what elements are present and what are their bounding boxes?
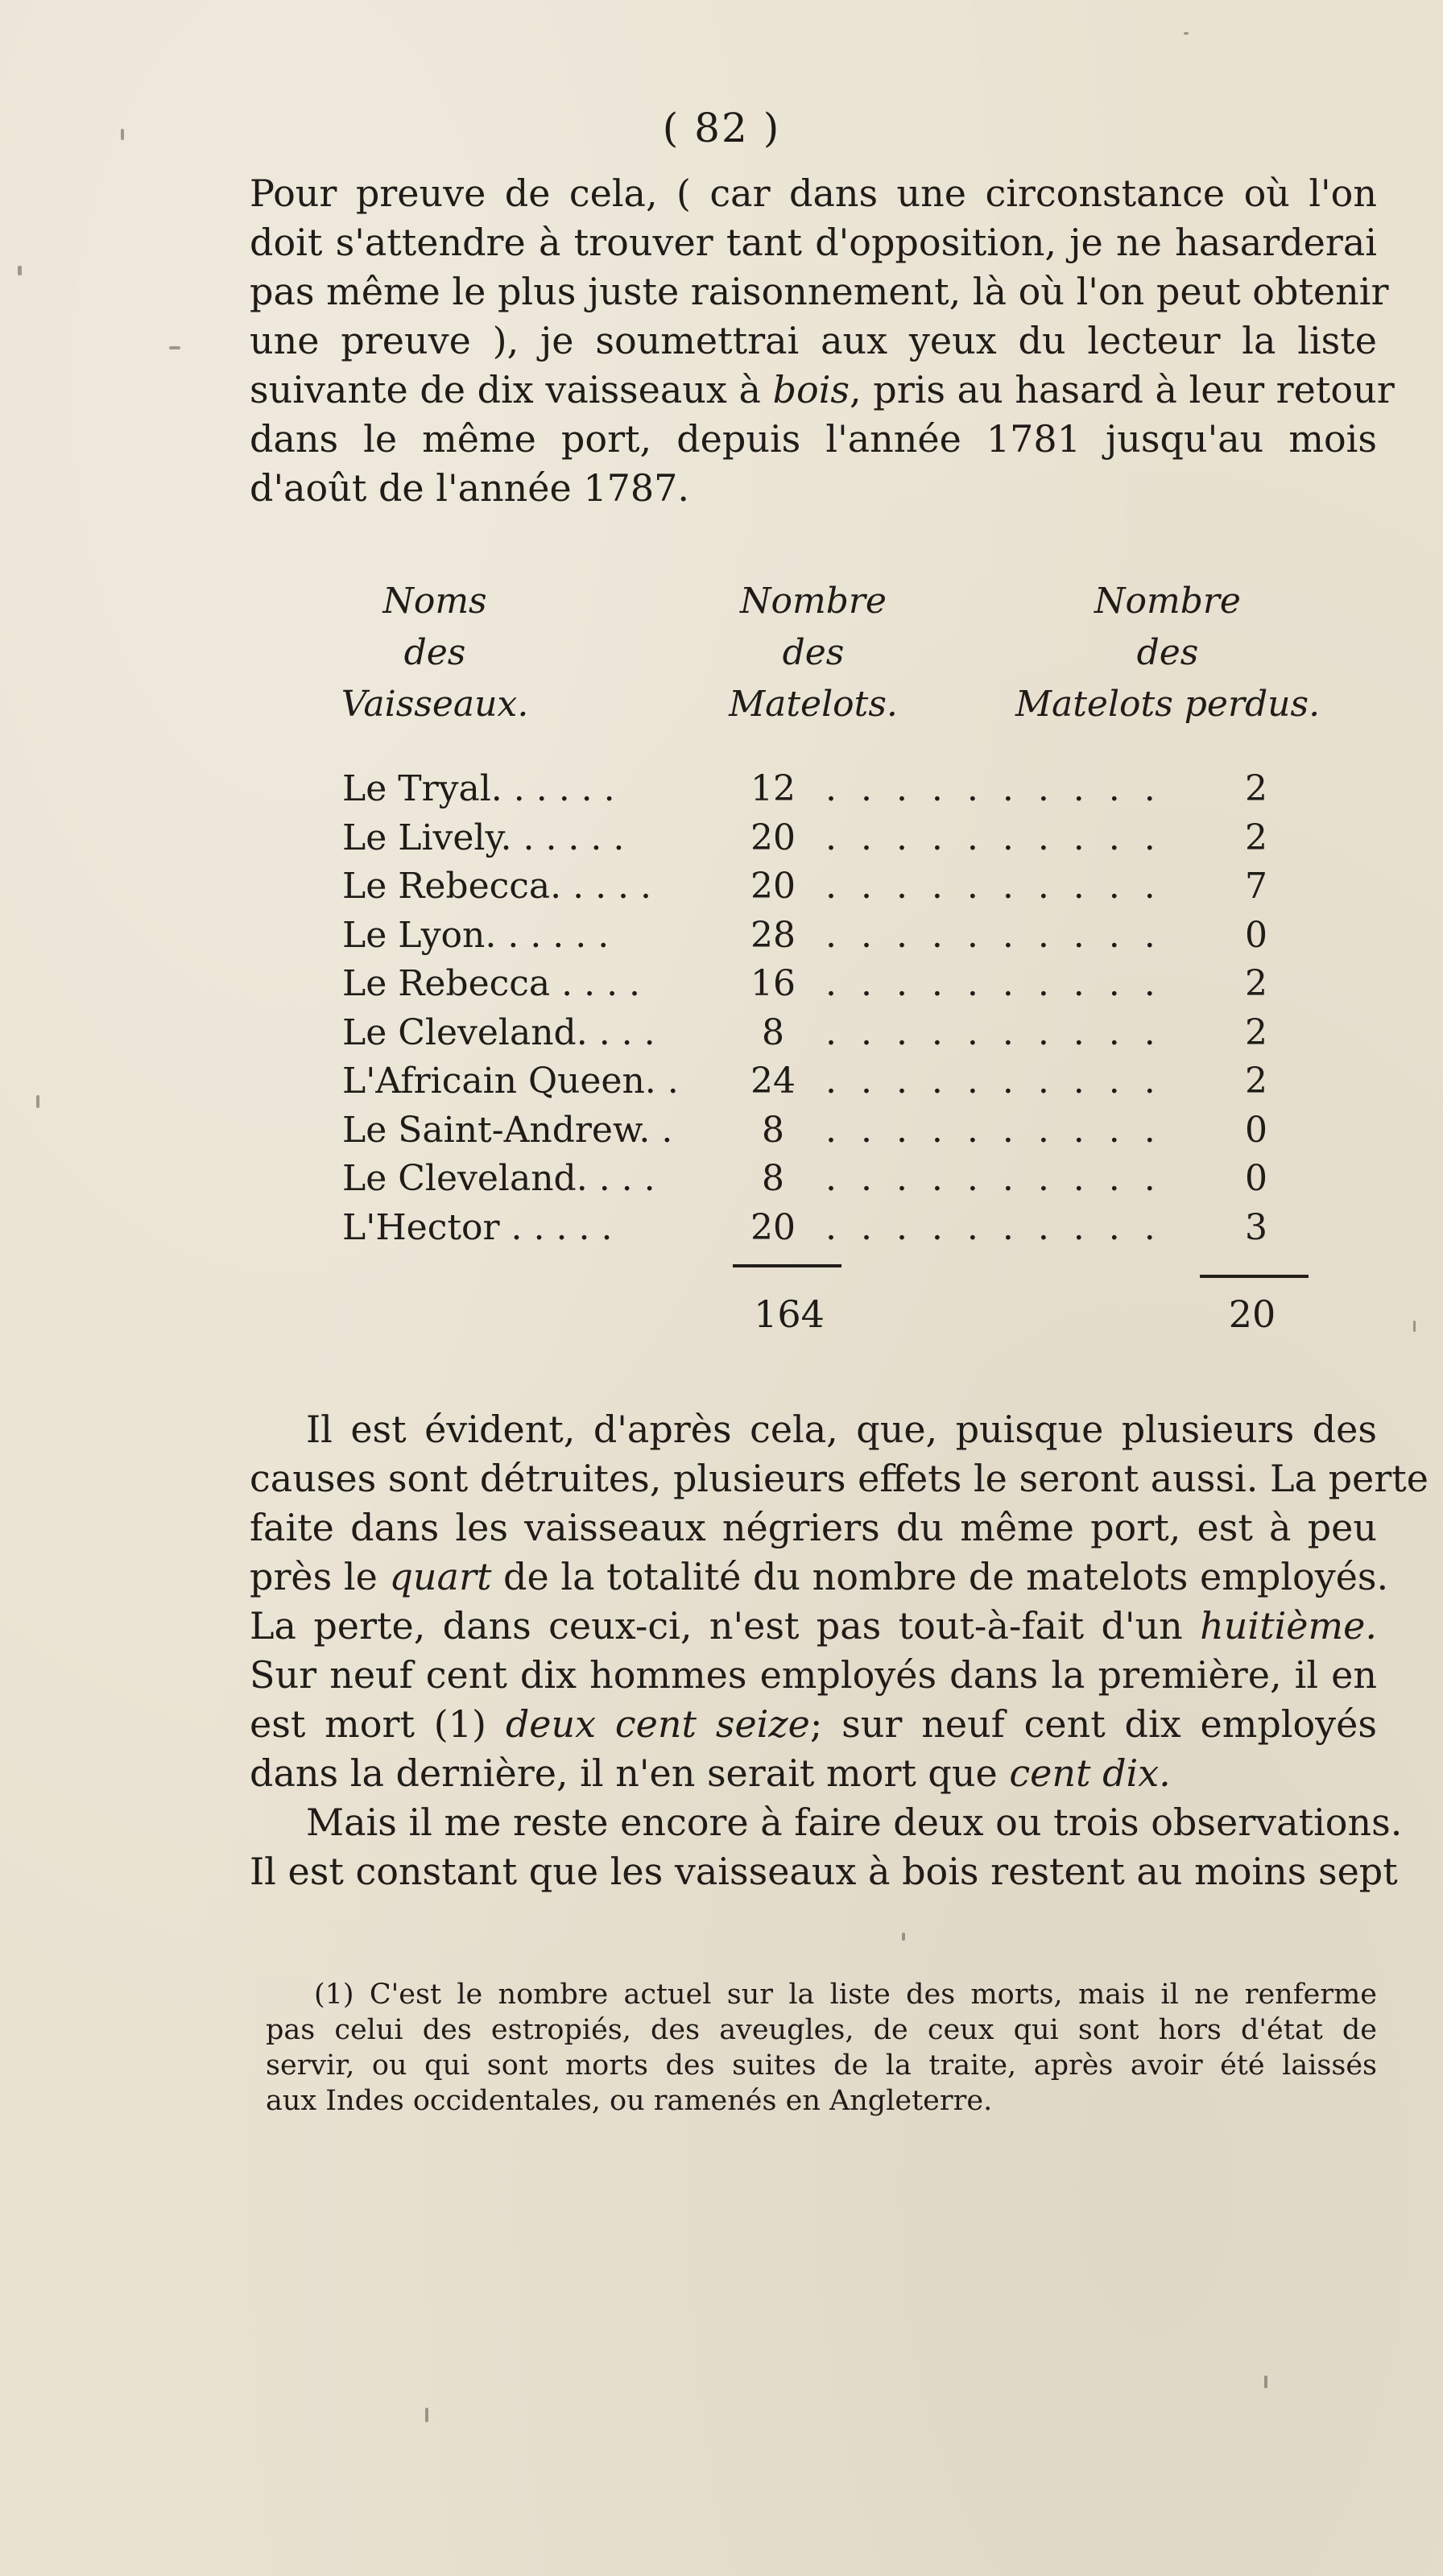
sailors-lost: 0	[1245, 914, 1267, 956]
leader-dots: . . . . . . . . . .	[825, 768, 1162, 809]
ship-name: Le Rebecca . . . .	[342, 963, 641, 1004]
paper-speck	[169, 346, 180, 349]
text-line	[250, 1798, 1403, 1847]
italic-word: bois	[772, 368, 850, 411]
text-segment: Il est évident, d'après cela, que, puisque plusieurs des	[306, 1408, 1377, 1451]
sailor-count: 20	[750, 1206, 796, 1248]
text-segment: La perte, dans ceux-ci, n'est pas tout-à-fait d'un	[250, 1604, 1201, 1648]
text-line	[250, 1553, 1389, 1602]
sailors-lost: 2	[1245, 963, 1267, 1004]
total-sailors: 164	[754, 1292, 825, 1336]
table-row	[342, 862, 1284, 912]
sailor-count: 12	[750, 768, 796, 809]
table-row	[342, 814, 1284, 863]
italic-word: quart	[389, 1555, 492, 1598]
paper-speck	[121, 129, 124, 140]
paper-speck	[1264, 2375, 1267, 2388]
table-row	[342, 1057, 1284, 1106]
italic-word: huitième.	[1200, 1604, 1377, 1648]
analysis-paragraph	[250, 1405, 1429, 1896]
paper-speck	[1413, 1321, 1416, 1332]
leader-dots: . . . . . . . . . .	[825, 1206, 1162, 1248]
ship-name: Le Rebecca. . . . .	[342, 866, 652, 907]
sailor-count: 28	[750, 914, 796, 956]
text-segment: dans la dernière, il n'en serait mort que	[250, 1751, 1010, 1795]
text-line: Pour preuve de cela, ( car dans une circonstance où l'on	[250, 172, 1377, 215]
paper-speck	[36, 1095, 39, 1108]
sailors-lost: 3	[1245, 1206, 1267, 1248]
text-line: Il est constant que les vaisseaux à bois restent au moins sept	[250, 1850, 1398, 1893]
sailors-lost: 0	[1245, 1109, 1267, 1151]
sailor-count: 20	[750, 866, 796, 907]
paper-speck	[18, 266, 22, 275]
text-line: doit s'attendre à trouver tant d'opposition, je ne hasarderai	[250, 221, 1377, 264]
header-line: Nombre	[1094, 581, 1241, 622]
sailors-lost: 0	[1245, 1158, 1267, 1199]
text-line	[250, 1700, 1377, 1749]
leader-dots: . . . . . . . . . .	[825, 817, 1162, 858]
table-row	[342, 912, 1284, 961]
text-segment: (1) C'est le nombre actuel sur la liste des morts, mais il ne renferme	[314, 1979, 1377, 2011]
text-line	[250, 1405, 1377, 1454]
text-segment: , pris au hasard à leur retour	[850, 368, 1395, 411]
sailors-lost: 2	[1245, 1011, 1267, 1053]
footnote-line: aux Indes occidentales, ou ramenés en Angleterre.	[266, 2085, 993, 2117]
leader-dots: . . . . . . . . . .	[825, 1109, 1162, 1151]
sailor-count: 20	[750, 817, 796, 858]
ship-name: Le Saint-Andrew. .	[342, 1109, 673, 1151]
text-line	[250, 366, 1395, 415]
text-line: une preuve ), je soumettrai aux yeux du lecteur la liste	[250, 319, 1377, 362]
header-line: Matelots perdus.	[1015, 684, 1321, 725]
sailor-count: 8	[762, 1109, 784, 1151]
text-segment: de la totalité du nombre de matelots employés.	[491, 1555, 1389, 1598]
text-line	[250, 1749, 1377, 1798]
header-ship-names	[266, 576, 604, 730]
ship-name: L'Hector . . . . .	[342, 1206, 613, 1248]
total-sailors-lost: 20	[1228, 1292, 1276, 1336]
table-row	[342, 1155, 1284, 1204]
text-line: d'août de l'année 1787.	[250, 466, 690, 510]
text-segment: près le	[250, 1555, 390, 1598]
text-line: causes sont détruites, plusieurs effets le seront aussi. La perte	[250, 1457, 1429, 1500]
leader-dots: . . . . . . . . . .	[825, 1011, 1162, 1053]
text-segment: ; sur neuf cent dix employés	[809, 1702, 1377, 1746]
text-line: Sur neuf cent dix hommes employés dans la première, il en	[250, 1653, 1377, 1697]
text-segment: est mort (1)	[250, 1702, 506, 1746]
header-sailors-lost	[982, 576, 1353, 730]
ship-name: Le Tryal. . . . . .	[342, 768, 615, 809]
leader-dots: . . . . . . . . . .	[825, 866, 1162, 907]
header-line: Vaisseaux.	[341, 684, 529, 725]
paper-speck	[425, 2408, 428, 2422]
ship-table	[342, 765, 1284, 1252]
intro-paragraph	[250, 169, 1395, 513]
page-number: ( 82 )	[662, 105, 781, 151]
italic-word: deux cent seize	[505, 1702, 810, 1746]
leader-dots: . . . . . . . . . .	[825, 1158, 1162, 1199]
text-segment: suivante de dix vaisseaux à	[250, 368, 773, 411]
paper-speck	[902, 1933, 905, 1941]
paper-speck	[1184, 32, 1189, 35]
ship-name: Le Lively. . . . . .	[342, 817, 625, 858]
table-row	[342, 765, 1284, 814]
table-row	[342, 1106, 1284, 1156]
sum-rule-sailors	[733, 1264, 841, 1267]
text-line: dans le même port, depuis l'année 1781 jusqu'au mois	[250, 417, 1377, 461]
sailor-count: 16	[750, 963, 796, 1004]
italic-word: cent dix.	[1009, 1751, 1171, 1795]
ship-name: Le Cleveland. . . .	[342, 1158, 655, 1199]
sailor-count: 8	[762, 1158, 784, 1199]
header-line: des	[403, 632, 466, 673]
footnote-line: pas celui des estropiés, des aveugles, de ceux qui sont hors d'état de	[266, 2014, 1377, 2046]
sailors-lost: 2	[1245, 817, 1267, 858]
text-line	[250, 1602, 1377, 1651]
text-line: faite dans les vaisseaux négriers du même port, est à peu	[250, 1506, 1377, 1549]
footnote	[266, 1977, 1377, 2119]
table-row	[342, 1204, 1284, 1253]
sailors-lost: 7	[1245, 866, 1267, 907]
ship-name: Le Lyon. . . . . .	[342, 914, 610, 956]
header-line: des	[1136, 632, 1199, 673]
table-row	[342, 1009, 1284, 1058]
header-line: Noms	[382, 581, 487, 622]
footnote-line: servir, ou qui sont morts des suites de la traite, après avoir été laissés	[266, 2049, 1377, 2082]
header-line: Matelots.	[729, 684, 898, 725]
sum-rule-lost	[1200, 1275, 1309, 1278]
text-line: pas même le plus juste raisonnement, là où l'on peut obtenir	[250, 270, 1389, 313]
ship-name: L'Africain Queen. .	[342, 1061, 679, 1102]
sailors-lost: 2	[1245, 1061, 1267, 1102]
table-row	[342, 960, 1284, 1009]
ship-name: Le Cleveland. . . .	[342, 1011, 655, 1053]
header-line: des	[782, 632, 845, 673]
leader-dots: . . . . . . . . . .	[825, 963, 1162, 1004]
header-sailors	[644, 576, 982, 730]
leader-dots: . . . . . . . . . .	[825, 914, 1162, 956]
text-segment: Mais il me reste encore à faire deux ou trois observations.	[306, 1801, 1403, 1844]
footnote-line	[266, 1977, 1377, 2012]
sailors-lost: 2	[1245, 768, 1267, 809]
leader-dots: . . . . . . . . . .	[825, 1061, 1162, 1102]
sailor-count: 8	[762, 1011, 784, 1053]
sailor-count: 24	[750, 1061, 796, 1102]
header-line: Nombre	[740, 581, 887, 622]
